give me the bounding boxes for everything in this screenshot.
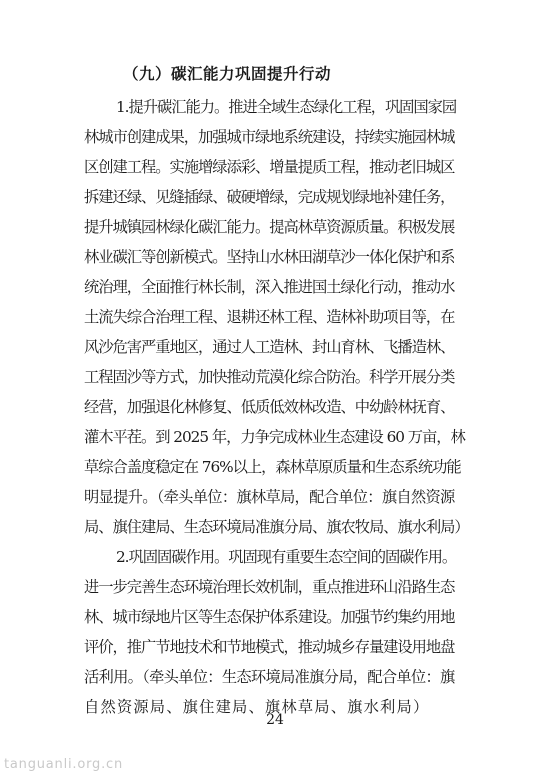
paragraph-line: 灌木平茬。到 2025 年，力争完成林业生态建设 60 万亩，林 bbox=[84, 428, 465, 446]
paragraph-line: 提升城镇园林绿化碳汇能力。提高林草资源质量。积极发展 bbox=[84, 218, 455, 236]
paragraph-line: 林、城市绿地片区等生态保护体系建设。加强节约集约用地 bbox=[84, 608, 455, 626]
paragraph-line: 局、旗住建局、生态环境局准旗分局、旗农牧局、旗水利局） bbox=[84, 518, 469, 536]
paragraph-line: 明显提升。（牵头单位：旗林草局，配合单位：旗自然资源 bbox=[84, 488, 455, 506]
paragraph-line: 统治理，全面推行林长制，深入推进国土绿化行动，推动水 bbox=[84, 278, 455, 296]
section-heading: （九）碳汇能力巩固提升行动 bbox=[123, 65, 332, 83]
paragraph-line: 经营，加强退化林修复、低质低效林改造、中幼龄林抚育、 bbox=[84, 398, 455, 416]
paragraph-line: 土流失综合治理工程、退耕还林工程、造林补助项目等，在 bbox=[84, 308, 455, 326]
paragraph-line: 工程固沙等方式，加快推动荒漠化综合防治。科学开展分类 bbox=[84, 368, 455, 386]
paragraph-line: 评价，推广节地技术和节地模式，推动城乡存量建设用地盘 bbox=[84, 638, 455, 656]
page-number: 24 bbox=[266, 712, 284, 728]
paragraph-line: 进一步完善生态环境治理长效机制，重点推进环山沿路生态 bbox=[84, 578, 455, 596]
paragraph-line: 拆建还绿、见缝插绿、破硬增绿，完成规划绿地补建任务， bbox=[84, 188, 455, 206]
paragraph-line: 区创建工程。实施增绿添彩、增量提质工程，推动老旧城区 bbox=[84, 158, 455, 176]
paragraph-line: 2.巩固固碳作用。巩固现有重要生态空间的固碳作用。 bbox=[116, 548, 457, 566]
paragraph-line: 自然资源局、旗住建局、旗林草局、旗水利局） bbox=[84, 698, 430, 716]
paragraph-line: 林城市创建成果，加强城市绿地系统建设，持续实施园林城 bbox=[84, 128, 455, 146]
paragraph-line: 活利用。（牵头单位：生态环境局准旗分局，配合单位：旗 bbox=[84, 668, 455, 686]
paragraph-line: 草综合盖度稳定在 76%以上，森林草原质量和生态系统功能 bbox=[84, 458, 461, 476]
paragraph-line: 1.提升碳汇能力。推进全域生态绿化工程，巩固国家园 bbox=[116, 98, 457, 116]
watermark-url: tanguanli.org.cn bbox=[4, 757, 123, 772]
paragraph-line: 林业碳汇等创新模式。坚持山水林田湖草沙一体化保护和系 bbox=[84, 248, 455, 266]
paragraph-line: 风沙危害严重地区，通过人工造林、封山育林、飞播造林、 bbox=[84, 338, 455, 356]
